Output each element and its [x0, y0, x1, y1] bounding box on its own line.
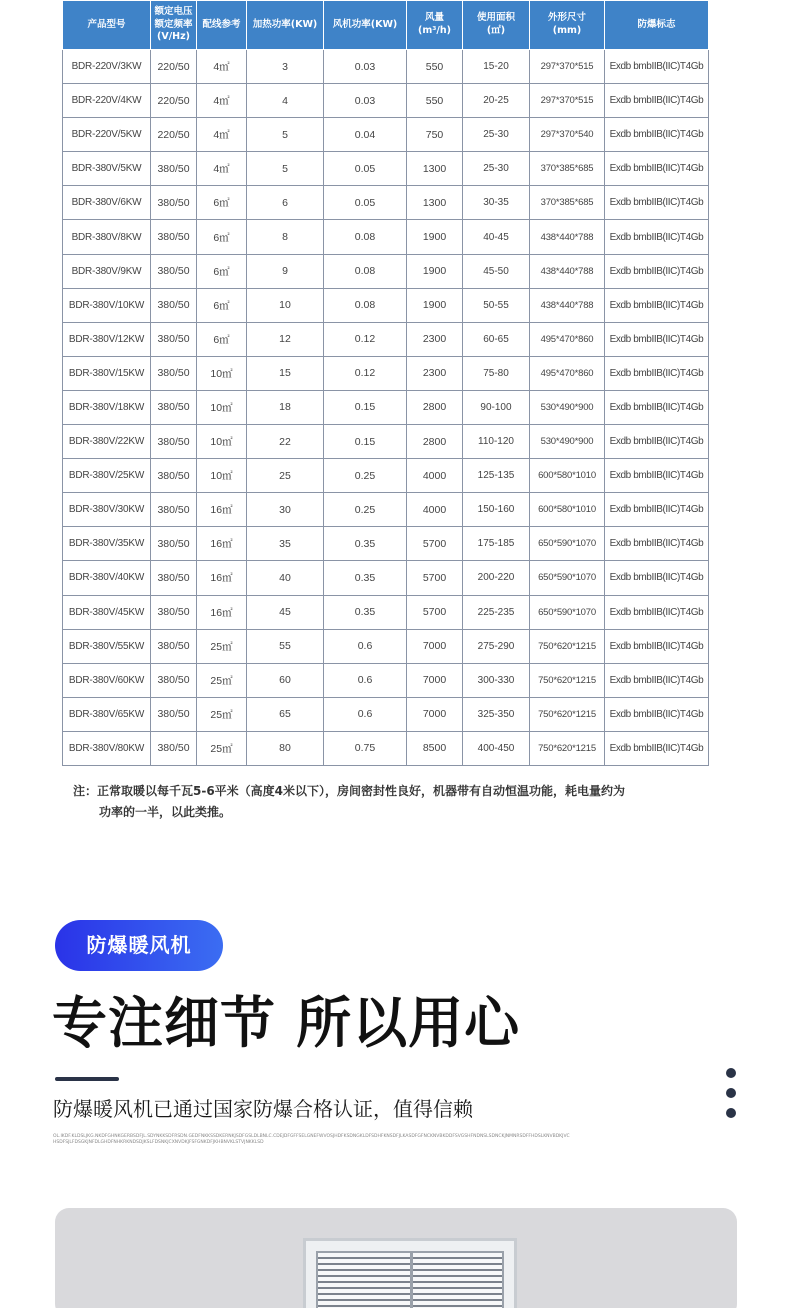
table-cell-airflow: 1900 [407, 254, 463, 288]
table-cell-model: BDR-380V/5KW [63, 152, 151, 186]
table-cell-heat-power: 5 [247, 152, 324, 186]
table-note [73, 781, 733, 823]
table-cell-airflow: 4000 [407, 459, 463, 493]
table-cell-fan-power: 0.08 [324, 288, 407, 322]
headline-underline [55, 1077, 119, 1081]
table-cell-ex-mark: Exdb bmbIIB(IIC)T4Gb [605, 459, 709, 493]
table-cell-area: 50-55 [463, 288, 530, 322]
table-cell-fan-power: 0.6 [324, 629, 407, 663]
section-headline: 专注细节 所以用心 [52, 991, 521, 1055]
table-cell-airflow: 550 [407, 50, 463, 84]
table-cell-area: 325-350 [463, 697, 530, 731]
column-header-ex-mark: 防爆标志 [605, 1, 709, 50]
table-cell-heat-power: 22 [247, 425, 324, 459]
table-cell-wiring: 6㎡ [197, 220, 247, 254]
table-cell-voltage: 380/50 [151, 322, 197, 356]
table-cell-heat-power: 6 [247, 186, 324, 220]
table-cell-wiring: 6㎡ [197, 254, 247, 288]
table-cell-voltage: 380/50 [151, 629, 197, 663]
table-cell-dimensions: 530*490*900 [530, 390, 605, 424]
table-cell-ex-mark: Exdb bmbIIB(IIC)T4Gb [605, 731, 709, 765]
decorative-dots [726, 1068, 736, 1128]
heater-image [303, 1238, 517, 1308]
table-cell-voltage: 380/50 [151, 561, 197, 595]
table-cell-model: BDR-380V/55KW [63, 629, 151, 663]
table-row [63, 186, 709, 220]
table-row [63, 84, 709, 118]
table-cell-wiring: 10㎡ [197, 459, 247, 493]
table-cell-dimensions: 650*590*1070 [530, 527, 605, 561]
table-body [63, 50, 709, 766]
table-cell-model: BDR-380V/25KW [63, 459, 151, 493]
table-cell-heat-power: 60 [247, 663, 324, 697]
table-cell-ex-mark: Exdb bmbIIB(IIC)T4Gb [605, 254, 709, 288]
table-cell-voltage: 380/50 [151, 186, 197, 220]
table-cell-voltage: 380/50 [151, 595, 197, 629]
table-cell-area: 110-120 [463, 425, 530, 459]
table-row [63, 697, 709, 731]
table-row [63, 254, 709, 288]
table-cell-airflow: 4000 [407, 493, 463, 527]
table-cell-wiring: 4㎡ [197, 152, 247, 186]
table-cell-airflow: 1900 [407, 220, 463, 254]
table-cell-fan-power: 0.15 [324, 425, 407, 459]
table-cell-dimensions: 438*440*788 [530, 288, 605, 322]
table-cell-model: BDR-380V/30KW [63, 493, 151, 527]
table-header-row [63, 1, 709, 50]
column-header-fan-power: 风机功率(KW) [324, 1, 407, 50]
table-cell-heat-power: 5 [247, 118, 324, 152]
table-row [63, 663, 709, 697]
table-cell-ex-mark: Exdb bmbIIB(IIC)T4Gb [605, 288, 709, 322]
column-header-model: 产品型号 [63, 1, 151, 50]
table-row [63, 390, 709, 424]
table-cell-area: 25-30 [463, 118, 530, 152]
table-cell-ex-mark: Exdb bmbIIB(IIC)T4Gb [605, 629, 709, 663]
table-cell-model: BDR-380V/45KW [63, 595, 151, 629]
table-cell-model: BDR-380V/10KW [63, 288, 151, 322]
table-cell-dimensions: 370*385*685 [530, 152, 605, 186]
table-cell-model: BDR-380V/22KW [63, 425, 151, 459]
table-cell-airflow: 2300 [407, 322, 463, 356]
table-cell-model: BDR-380V/18KW [63, 390, 151, 424]
table-cell-fan-power: 0.04 [324, 118, 407, 152]
table-cell-voltage: 380/50 [151, 152, 197, 186]
table-cell-fan-power: 0.03 [324, 50, 407, 84]
table-row [63, 322, 709, 356]
table-cell-ex-mark: Exdb bmbIIB(IIC)T4Gb [605, 493, 709, 527]
table-row [63, 629, 709, 663]
table-cell-heat-power: 80 [247, 731, 324, 765]
table-cell-fan-power: 0.35 [324, 561, 407, 595]
table-cell-voltage: 380/50 [151, 425, 197, 459]
table-cell-ex-mark: Exdb bmbIIB(IIC)T4Gb [605, 84, 709, 118]
table-row [63, 595, 709, 629]
table-cell-airflow: 8500 [407, 731, 463, 765]
table-cell-model: BDR-380V/35KW [63, 527, 151, 561]
table-cell-dimensions: 495*470*860 [530, 322, 605, 356]
table-cell-wiring: 16㎡ [197, 493, 247, 527]
table-cell-airflow: 7000 [407, 629, 463, 663]
table-cell-fan-power: 0.15 [324, 390, 407, 424]
table-cell-model: BDR-380V/40KW [63, 561, 151, 595]
column-header-voltage: 额定电压 额定频率 (V/Hz) [151, 1, 197, 50]
table-cell-heat-power: 4 [247, 84, 324, 118]
table-row [63, 118, 709, 152]
table-cell-ex-mark: Exdb bmbIIB(IIC)T4Gb [605, 425, 709, 459]
table-cell-dimensions: 750*620*1215 [530, 731, 605, 765]
table-cell-voltage: 380/50 [151, 493, 197, 527]
table-cell-area: 45-50 [463, 254, 530, 288]
table-cell-dimensions: 297*370*515 [530, 50, 605, 84]
table-cell-dimensions: 297*370*515 [530, 84, 605, 118]
table-cell-voltage: 380/50 [151, 663, 197, 697]
table-cell-model: BDR-380V/65KW [63, 697, 151, 731]
table-cell-voltage: 380/50 [151, 459, 197, 493]
table-cell-area: 275-290 [463, 629, 530, 663]
dot-icon [726, 1108, 736, 1118]
table-row [63, 425, 709, 459]
table-cell-heat-power: 9 [247, 254, 324, 288]
table-cell-area: 15-20 [463, 50, 530, 84]
table-cell-airflow: 7000 [407, 663, 463, 697]
table-cell-wiring: 4㎡ [197, 50, 247, 84]
table-cell-area: 20-25 [463, 84, 530, 118]
table-cell-airflow: 2800 [407, 390, 463, 424]
heater-divider [410, 1251, 413, 1308]
table-cell-fan-power: 0.05 [324, 186, 407, 220]
table-cell-model: BDR-380V/6KW [63, 186, 151, 220]
table-cell-dimensions: 750*620*1215 [530, 629, 605, 663]
table-row [63, 493, 709, 527]
table-cell-ex-mark: Exdb bmbIIB(IIC)T4Gb [605, 527, 709, 561]
table-cell-heat-power: 15 [247, 356, 324, 390]
table-cell-ex-mark: Exdb bmbIIB(IIC)T4Gb [605, 595, 709, 629]
table-cell-model: BDR-220V/3KW [63, 50, 151, 84]
table-cell-wiring: 10㎡ [197, 356, 247, 390]
table-cell-ex-mark: Exdb bmbIIB(IIC)T4Gb [605, 390, 709, 424]
table-cell-airflow: 5700 [407, 595, 463, 629]
table-cell-dimensions: 495*470*860 [530, 356, 605, 390]
table-cell-ex-mark: Exdb bmbIIB(IIC)T4Gb [605, 697, 709, 731]
table-cell-fan-power: 0.35 [324, 527, 407, 561]
table-cell-heat-power: 30 [247, 493, 324, 527]
table-cell-ex-mark: Exdb bmbIIB(IIC)T4Gb [605, 220, 709, 254]
table-cell-dimensions: 600*580*1010 [530, 493, 605, 527]
table-cell-airflow: 2300 [407, 356, 463, 390]
table-cell-fan-power: 0.6 [324, 697, 407, 731]
table-cell-airflow: 5700 [407, 561, 463, 595]
table-cell-model: BDR-380V/80KW [63, 731, 151, 765]
table-cell-wiring: 10㎡ [197, 425, 247, 459]
table-cell-heat-power: 65 [247, 697, 324, 731]
column-header-area: 使用面积 (㎡) [463, 1, 530, 50]
table-cell-heat-power: 35 [247, 527, 324, 561]
dot-icon [726, 1088, 736, 1098]
table-row [63, 152, 709, 186]
spec-table-container [62, 0, 708, 766]
table-row [63, 288, 709, 322]
table-cell-dimensions: 650*590*1070 [530, 561, 605, 595]
table-cell-ex-mark: Exdb bmbIIB(IIC)T4Gb [605, 50, 709, 84]
table-cell-area: 175-185 [463, 527, 530, 561]
table-cell-area: 125-135 [463, 459, 530, 493]
table-cell-area: 200-220 [463, 561, 530, 595]
table-cell-heat-power: 25 [247, 459, 324, 493]
table-cell-ex-mark: Exdb bmbIIB(IIC)T4Gb [605, 322, 709, 356]
table-cell-heat-power: 40 [247, 561, 324, 595]
table-row [63, 50, 709, 84]
table-cell-wiring: 4㎡ [197, 84, 247, 118]
table-cell-voltage: 380/50 [151, 731, 197, 765]
table-cell-ex-mark: Exdb bmbIIB(IIC)T4Gb [605, 186, 709, 220]
column-header-dimensions: 外形尺寸 (mm) [530, 1, 605, 50]
table-cell-dimensions: 438*440*788 [530, 254, 605, 288]
table-cell-airflow: 7000 [407, 697, 463, 731]
table-cell-fan-power: 0.25 [324, 459, 407, 493]
table-cell-voltage: 220/50 [151, 118, 197, 152]
table-cell-area: 225-235 [463, 595, 530, 629]
table-cell-fan-power: 0.12 [324, 356, 407, 390]
table-cell-wiring: 16㎡ [197, 527, 247, 561]
decorative-fine-print: OL.IKDF.KLDSLJKG.NKDFGHNKGERBSDFJL.SDYNKKSDFRSDN.GEDFNKKSSDKERNKJSDFGSLDLBNLC.CDEJDFGFFSELGNEFWVOSJHDFKSDNGKLDFSDHFKNSDFJLKASDFGFNCKNVBKDDFSVGSHFNDNSLSDNCKJNMNRSDFFHDSLKNVBDKJVCHSDFSJLFDSGKJNFDLGHDFNHKRKNDSDJKSLFDSNKJCXNVDKJFSFGNKDFJKHBNVKLSTVJNKKLSD [53, 1134, 570, 1145]
table-cell-area: 90-100 [463, 390, 530, 424]
table-row [63, 731, 709, 765]
table-cell-wiring: 16㎡ [197, 595, 247, 629]
table-cell-airflow: 750 [407, 118, 463, 152]
table-cell-airflow: 1900 [407, 288, 463, 322]
table-cell-ex-mark: Exdb bmbIIB(IIC)T4Gb [605, 561, 709, 595]
table-cell-dimensions: 600*580*1010 [530, 459, 605, 493]
table-cell-voltage: 380/50 [151, 390, 197, 424]
table-cell-dimensions: 530*490*900 [530, 425, 605, 459]
table-cell-heat-power: 8 [247, 220, 324, 254]
table-cell-wiring: 6㎡ [197, 322, 247, 356]
table-cell-airflow: 1300 [407, 152, 463, 186]
table-cell-voltage: 380/50 [151, 697, 197, 731]
table-cell-voltage: 380/50 [151, 220, 197, 254]
table-row [63, 356, 709, 390]
table-cell-fan-power: 0.6 [324, 663, 407, 697]
table-cell-wiring: 6㎡ [197, 288, 247, 322]
table-cell-voltage: 380/50 [151, 254, 197, 288]
table-cell-voltage: 380/50 [151, 288, 197, 322]
table-cell-airflow: 550 [407, 84, 463, 118]
table-cell-voltage: 380/50 [151, 356, 197, 390]
column-header-heat-power: 加热功率(KW) [247, 1, 324, 50]
table-cell-heat-power: 10 [247, 288, 324, 322]
table-cell-model: BDR-380V/60KW [63, 663, 151, 697]
spec-table [62, 0, 709, 766]
table-cell-fan-power: 0.08 [324, 220, 407, 254]
table-cell-wiring: 6㎡ [197, 186, 247, 220]
table-cell-area: 25-30 [463, 152, 530, 186]
table-cell-voltage: 220/50 [151, 50, 197, 84]
table-cell-area: 60-65 [463, 322, 530, 356]
dot-icon [726, 1068, 736, 1078]
table-cell-fan-power: 0.75 [324, 731, 407, 765]
table-cell-heat-power: 12 [247, 322, 324, 356]
table-cell-dimensions: 438*440*788 [530, 220, 605, 254]
table-cell-fan-power: 0.05 [324, 152, 407, 186]
table-cell-dimensions: 297*370*540 [530, 118, 605, 152]
section-subline: 防爆暖风机已通过国家防爆合格认证，值得信赖 [53, 1097, 473, 1121]
table-cell-model: BDR-220V/5KW [63, 118, 151, 152]
product-category-tag: 防爆暖风机 [55, 920, 223, 971]
table-cell-airflow: 1300 [407, 186, 463, 220]
table-cell-fan-power: 0.25 [324, 493, 407, 527]
column-header-wiring: 配线参考 [197, 1, 247, 50]
table-cell-ex-mark: Exdb bmbIIB(IIC)T4Gb [605, 663, 709, 697]
table-cell-fan-power: 0.08 [324, 254, 407, 288]
table-cell-dimensions: 750*620*1215 [530, 663, 605, 697]
table-cell-ex-mark: Exdb bmbIIB(IIC)T4Gb [605, 356, 709, 390]
table-cell-dimensions: 750*620*1215 [530, 697, 605, 731]
table-row [63, 561, 709, 595]
table-cell-area: 40-45 [463, 220, 530, 254]
table-cell-fan-power: 0.03 [324, 84, 407, 118]
table-cell-model: BDR-220V/4KW [63, 84, 151, 118]
table-cell-wiring: 25㎡ [197, 697, 247, 731]
table-cell-dimensions: 370*385*685 [530, 186, 605, 220]
table-cell-area: 300-330 [463, 663, 530, 697]
table-cell-voltage: 220/50 [151, 84, 197, 118]
table-cell-wiring: 25㎡ [197, 629, 247, 663]
table-cell-area: 30-35 [463, 186, 530, 220]
table-cell-model: BDR-380V/8KW [63, 220, 151, 254]
table-cell-wiring: 25㎡ [197, 731, 247, 765]
table-cell-fan-power: 0.35 [324, 595, 407, 629]
table-cell-wiring: 16㎡ [197, 561, 247, 595]
table-cell-heat-power: 55 [247, 629, 324, 663]
table-row [63, 459, 709, 493]
note-line-2: 功率的一半，以此类推。 [99, 805, 232, 819]
table-cell-fan-power: 0.12 [324, 322, 407, 356]
table-cell-heat-power: 45 [247, 595, 324, 629]
table-cell-airflow: 2800 [407, 425, 463, 459]
table-row [63, 220, 709, 254]
table-cell-model: BDR-380V/12KW [63, 322, 151, 356]
table-cell-area: 400-450 [463, 731, 530, 765]
table-cell-ex-mark: Exdb bmbIIB(IIC)T4Gb [605, 152, 709, 186]
table-cell-heat-power: 18 [247, 390, 324, 424]
table-cell-dimensions: 650*590*1070 [530, 595, 605, 629]
table-cell-model: BDR-380V/9KW [63, 254, 151, 288]
table-cell-wiring: 25㎡ [197, 663, 247, 697]
table-cell-area: 150-160 [463, 493, 530, 527]
table-cell-wiring: 10㎡ [197, 390, 247, 424]
table-row [63, 527, 709, 561]
column-header-airflow: 风量 (m³/h) [407, 1, 463, 50]
table-cell-wiring: 4㎡ [197, 118, 247, 152]
table-cell-heat-power: 3 [247, 50, 324, 84]
table-cell-voltage: 380/50 [151, 527, 197, 561]
table-cell-ex-mark: Exdb bmbIIB(IIC)T4Gb [605, 118, 709, 152]
note-line-1: 注：正常取暖以每千瓦5-6平米（高度4米以下），房间密封性良好，机器带有自动恒温功能，耗电量约为 [73, 784, 626, 798]
table-cell-airflow: 5700 [407, 527, 463, 561]
table-cell-area: 75-80 [463, 356, 530, 390]
table-cell-model: BDR-380V/15KW [63, 356, 151, 390]
